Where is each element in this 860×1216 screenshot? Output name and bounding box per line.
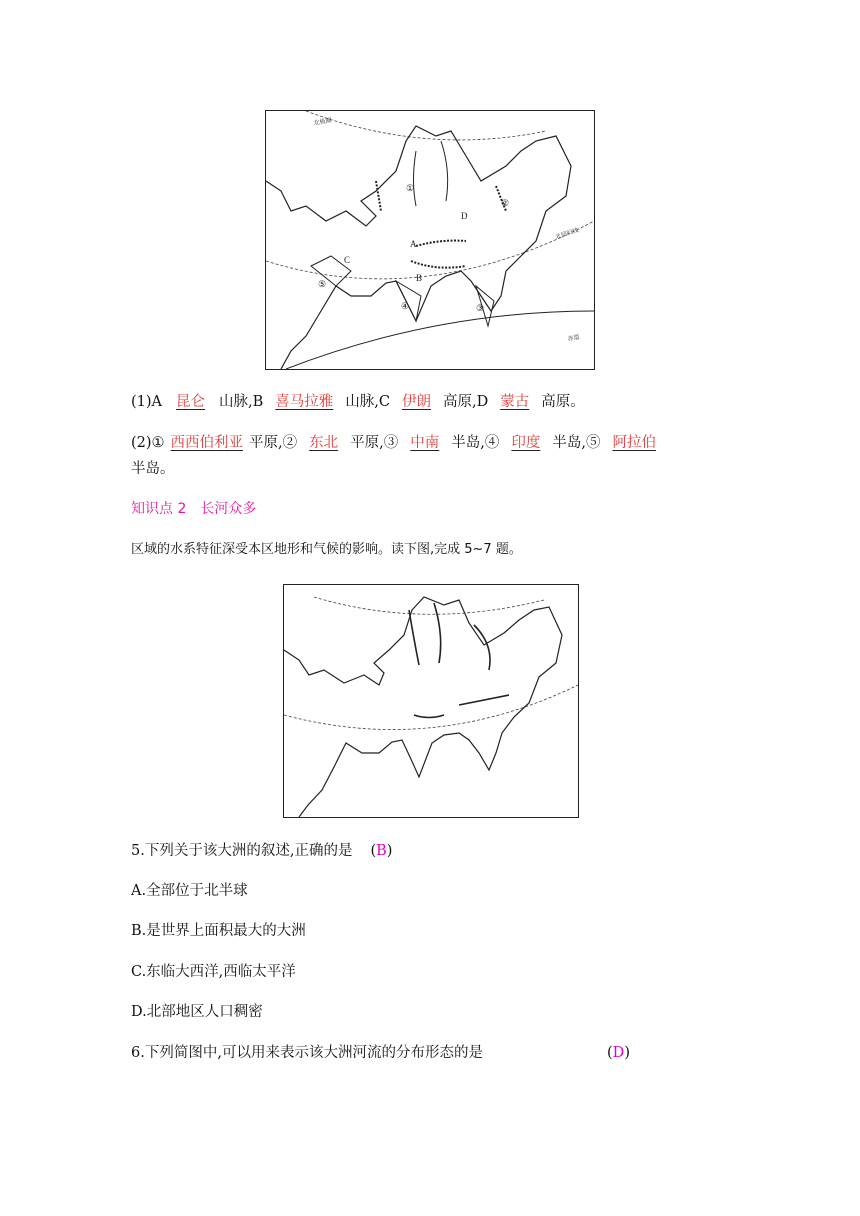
river-2 (434, 603, 441, 663)
yenisei-river (441, 141, 448, 201)
q1-text-4: 高原。 (541, 394, 585, 410)
label-5: ⑤ (318, 279, 327, 289)
question-2 (131, 432, 668, 454)
label-C: C (344, 255, 351, 265)
river-4 (459, 695, 509, 705)
label-equator: 赤道 (566, 333, 581, 343)
q1-text-1: 山脉,B (219, 394, 264, 410)
q1-answer-d: 蒙古 (500, 394, 530, 410)
q5-option-a: A.全部位于北半球 (131, 883, 248, 899)
label-B: B (416, 273, 423, 283)
section-heading: 知识点 2 长河众多 (131, 501, 257, 517)
asia-coastline (266, 126, 571, 369)
label-tropic: 北回归线 (554, 226, 580, 241)
q2-prefix: (2)① (131, 435, 165, 451)
label-1: ① (406, 183, 415, 193)
q5-option-b: B.是世界上面积最大的大洲 (131, 923, 306, 939)
q2-answer-5: 阿拉伯 (612, 435, 656, 451)
q6-answer-wrap: (D) (607, 1045, 630, 1061)
q2-answer-2: 东北 (309, 435, 339, 451)
q6-answer: D (612, 1045, 625, 1061)
ural-mountains (376, 181, 381, 211)
tropic-line (266, 221, 594, 279)
asia-rivers-map (283, 584, 579, 818)
q2-answer-3: 中南 (410, 435, 440, 451)
q5-answer: B (376, 843, 387, 859)
q5-stem: 5.下列关于该大洲的叙述,正确的是 (131, 843, 353, 859)
ob-river (414, 151, 417, 206)
q5-option-d: D.北部地区人口稠密 (131, 1004, 263, 1020)
asia-coastline-2 (284, 597, 562, 817)
q5-option-c: C.东临大西洋,西临太平洋 (131, 964, 296, 980)
river-3 (474, 625, 490, 670)
river-1 (409, 610, 419, 665)
label-4: ④ (401, 301, 410, 311)
q1-answer-b: 喜马拉雅 (275, 394, 334, 410)
q1-text-3: 高原,D (443, 394, 489, 410)
question-6 (131, 1042, 483, 1064)
q1-answer-a: 昆仑 (176, 394, 206, 410)
river-5 (414, 715, 444, 718)
kunlun-mountains (416, 241, 466, 246)
q1-answer-c: 伊朗 (402, 394, 431, 410)
label-3: ③ (476, 303, 485, 313)
q2-text-2: 平原,③ (350, 435, 399, 451)
asia-terrain-map (265, 110, 595, 370)
label-arctic: 北极圈 (313, 116, 333, 127)
q2-answer-4: 印度 (511, 435, 541, 451)
asia-terrain-map-svg (266, 111, 594, 369)
question-1 (131, 391, 585, 413)
asia-rivers-map-svg (284, 585, 578, 817)
equator-line (286, 311, 594, 369)
q2-answer-1: 西西伯利亚 (170, 435, 244, 451)
q1-prefix: (1)A (131, 394, 163, 410)
q6-stem: 6.下列简图中,可以用来表示该大洲河流的分布形态的是 (131, 1045, 483, 1061)
intro-text: 区域的水系特征深受本区地形和气候的影响。读下图,完成 5~7 题。 (131, 542, 522, 557)
q2-text-3: 半岛,④ (451, 435, 500, 451)
label-2: ② (501, 198, 510, 208)
arctic-line (306, 111, 546, 140)
q2-text-4: 半岛,⑤ (552, 435, 601, 451)
question-5: 5.下列关于该大洲的叙述,正确的是 (B) (131, 843, 393, 859)
q1-text-2: 山脉,C (345, 394, 390, 410)
q2-text-1: 平原,② (249, 435, 298, 451)
question-2-tail: 半岛。 (131, 461, 175, 477)
label-D: D (461, 211, 468, 221)
label-A: A (410, 239, 417, 249)
himalaya-mountains (411, 261, 466, 268)
